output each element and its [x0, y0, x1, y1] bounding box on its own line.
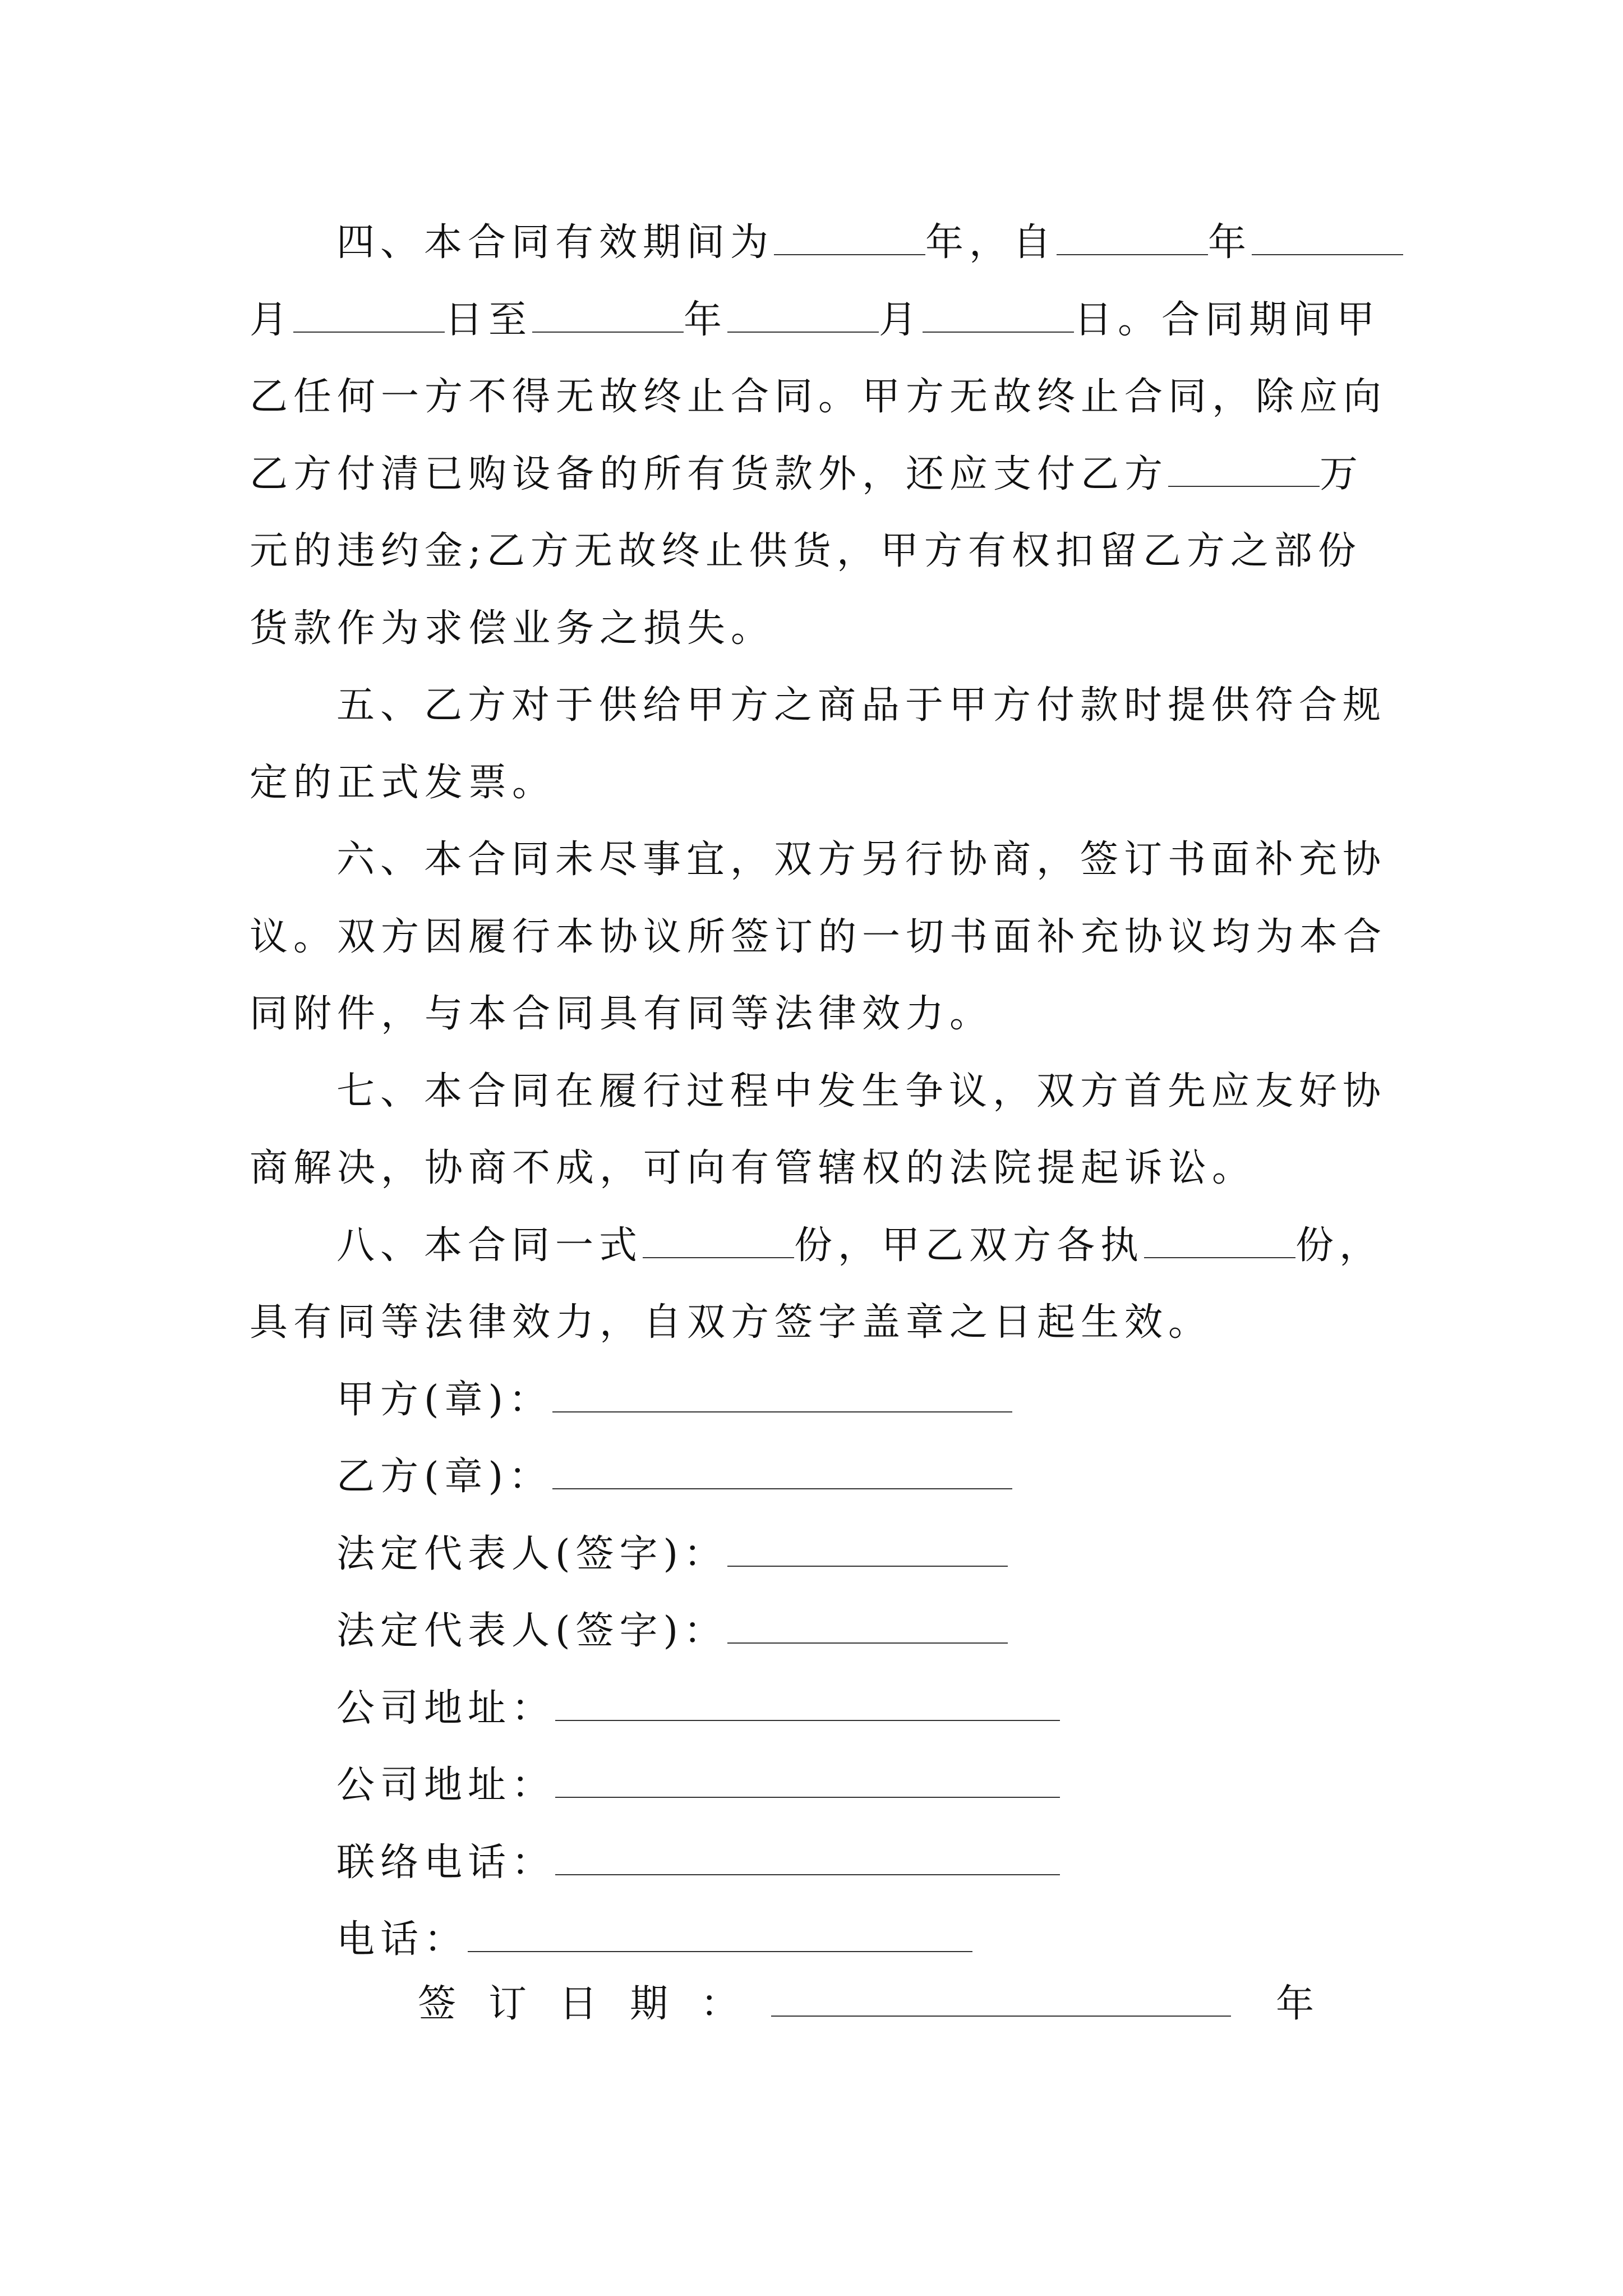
phone-row — [336, 1913, 972, 1967]
sign-date-row — [418, 1977, 1314, 2031]
address-1-label: 公司地址： — [336, 1686, 556, 1731]
party-b-field — [552, 1455, 1012, 1489]
party-a-label: 甲方(章)： — [336, 1378, 553, 1422]
clause4-text: 月 — [879, 298, 923, 342]
contact-phone-row — [336, 1836, 1060, 1890]
clause8-text: 八、本合同一式 — [336, 1223, 643, 1268]
clause6-line3: 同附件，与本合同具有同等法律效力。 — [250, 992, 994, 1036]
clause8-text: 份，甲乙双方各执 — [794, 1223, 1145, 1268]
blank-field — [1144, 1223, 1295, 1258]
clause7-line1: 七、本合同在履行过程中发生争议，双方首先应友好协 — [336, 1069, 1387, 1114]
blank-field — [532, 298, 684, 333]
phone-field — [468, 1917, 972, 1952]
clause8-line1 — [336, 1219, 1383, 1273]
clause4-text: 月 — [250, 298, 294, 342]
blank-field — [923, 298, 1074, 333]
clause4-text: 万 — [1320, 452, 1364, 496]
clause4-line2 — [250, 293, 1380, 347]
legal-rep-1-field — [727, 1532, 1008, 1567]
clause4-text: 日。合同期间甲 — [1074, 298, 1381, 342]
blank-field — [293, 298, 445, 333]
legal-rep-2-field — [727, 1609, 1008, 1644]
party-a-signature — [336, 1373, 1012, 1427]
clause4-text: 四、本合同有效期间为 — [336, 220, 774, 265]
phone-label: 电话： — [336, 1917, 468, 1962]
clause5-line1: 五、乙方对于供给甲方之商品于甲方付款时提供符合规 — [336, 683, 1387, 728]
clause8-text: 份， — [1295, 1223, 1384, 1268]
clause4-line3: 乙任何一方不得无故终止合同。甲方无故终止合同，除应向 — [250, 375, 1387, 419]
blank-field — [774, 220, 925, 255]
party-b-signature — [336, 1450, 1012, 1504]
clause4-line5: 元的违约金;乙方无故终止供货，甲方有权扣留乙方之部份 — [250, 529, 1362, 573]
legal-rep-2-signature — [336, 1604, 1008, 1658]
blank-field — [643, 1223, 794, 1258]
sign-date-field — [771, 1982, 1231, 2017]
party-b-label: 乙方(章)： — [336, 1455, 553, 1499]
blank-field — [1252, 220, 1403, 255]
clause7-line2: 商解决，协商不成，可向有管辖权的法院提起诉讼。 — [250, 1146, 1256, 1190]
address-1-row — [336, 1682, 1060, 1736]
contact-phone-label: 联络电话： — [336, 1841, 556, 1885]
address-2-label: 公司地址： — [336, 1763, 556, 1807]
address-2-field — [555, 1763, 1060, 1798]
clause6-line2: 议。双方因履行本协议所签订的一切书面补充协议均为本合 — [250, 915, 1387, 959]
legal-rep-1-signature — [336, 1527, 1008, 1581]
blank-field — [1168, 452, 1320, 487]
clause4-text: 乙方付清已购设备的所有货款外，还应支付乙方 — [250, 452, 1169, 496]
clause5-line2: 定的正式发票。 — [250, 761, 556, 805]
clause4-text: 年 — [1208, 220, 1252, 265]
clause4-text: 年 — [684, 298, 728, 342]
legal-rep-2-label: 法定代表人(签字)： — [336, 1609, 728, 1653]
legal-rep-1-label: 法定代表人(签字)： — [336, 1532, 728, 1576]
party-a-field — [552, 1378, 1012, 1412]
blank-field — [727, 298, 879, 333]
contact-phone-field — [555, 1841, 1060, 1875]
address-1-field — [555, 1686, 1060, 1721]
clause4-text: 年，自 — [925, 220, 1057, 265]
address-2-row — [336, 1759, 1060, 1812]
clause8-line2: 具有同等法律效力，自双方签字盖章之日起生效。 — [250, 1300, 1212, 1345]
blank-field — [1057, 220, 1208, 255]
clause6-line1: 六、本合同未尽事宜，双方另行协商，签订书面补充协 — [336, 838, 1387, 882]
clause4-text: 日至 — [445, 298, 533, 342]
year-label: 年 — [1276, 1982, 1315, 2026]
clause4-line4 — [250, 448, 1363, 501]
clause4-line1 — [336, 216, 1403, 270]
clause4-line6: 货款作为求偿业务之损失。 — [250, 606, 775, 651]
sign-date-label: 签订日期： — [418, 1982, 772, 2026]
